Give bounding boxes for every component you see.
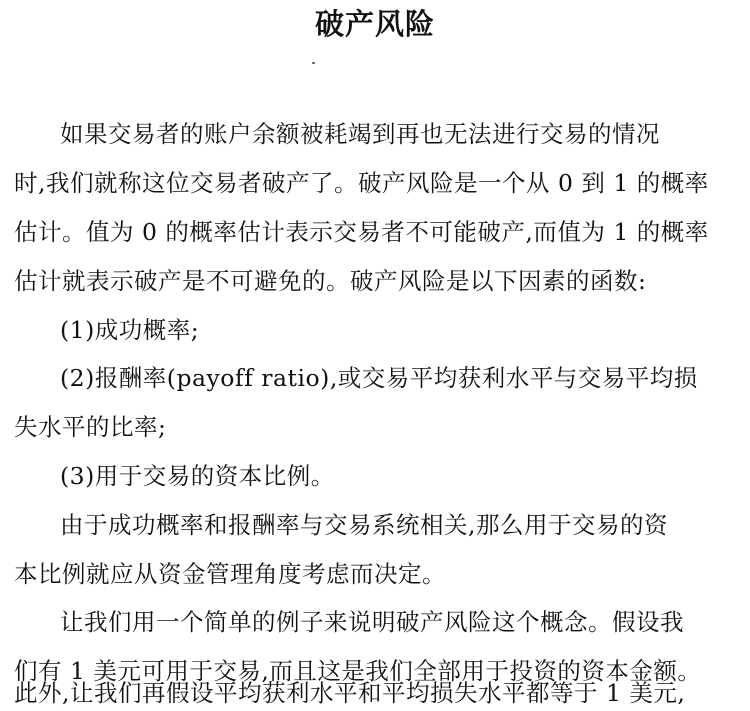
paragraph-line: 估计。值为 0 的概率估计表示交易者不可能破产,而值为 1 的概率 [14,218,709,246]
list-item-line: (3)用于交易的资本比例。 [60,462,335,490]
paragraph-line: 此外,让我们再假设平均获利水平和平均损失水平都等于 1 美元, [14,679,686,707]
page-title: 破产风险 [314,7,435,41]
list-item-line: (1)成功概率; [60,316,200,344]
list-item-line: (2)报酬率(payoff ratio),或交易平均获利水平与交易平均损 [60,364,698,392]
paragraph-line: 估计就表示破产是不可避免的。破产风险是以下因素的函数: [14,267,647,295]
paragraph-line: 时,我们就称这位交易者破产了。破产风险是一个从 0 到 1 的概率 [14,169,709,197]
paragraph-line: 本比例就应从资金管理角度考虑而决定。 [14,560,446,588]
paragraph-line: 让我们用一个简单的例子来说明破产风险这个概念。假设我 [60,608,684,636]
paragraph-line: 们有 1 美元可用于交易,而且这是我们全部用于投资的资本金额。 [14,657,702,685]
print-speck [312,62,315,64]
list-item-line: 失水平的比率; [14,413,167,441]
paragraph-line: 如果交易者的账户余额被耗竭到再也无法进行交易的情况 [60,120,660,148]
paragraph-line: 由于成功概率和报酬率与交易系统相关,那么用于交易的资 [60,511,668,539]
